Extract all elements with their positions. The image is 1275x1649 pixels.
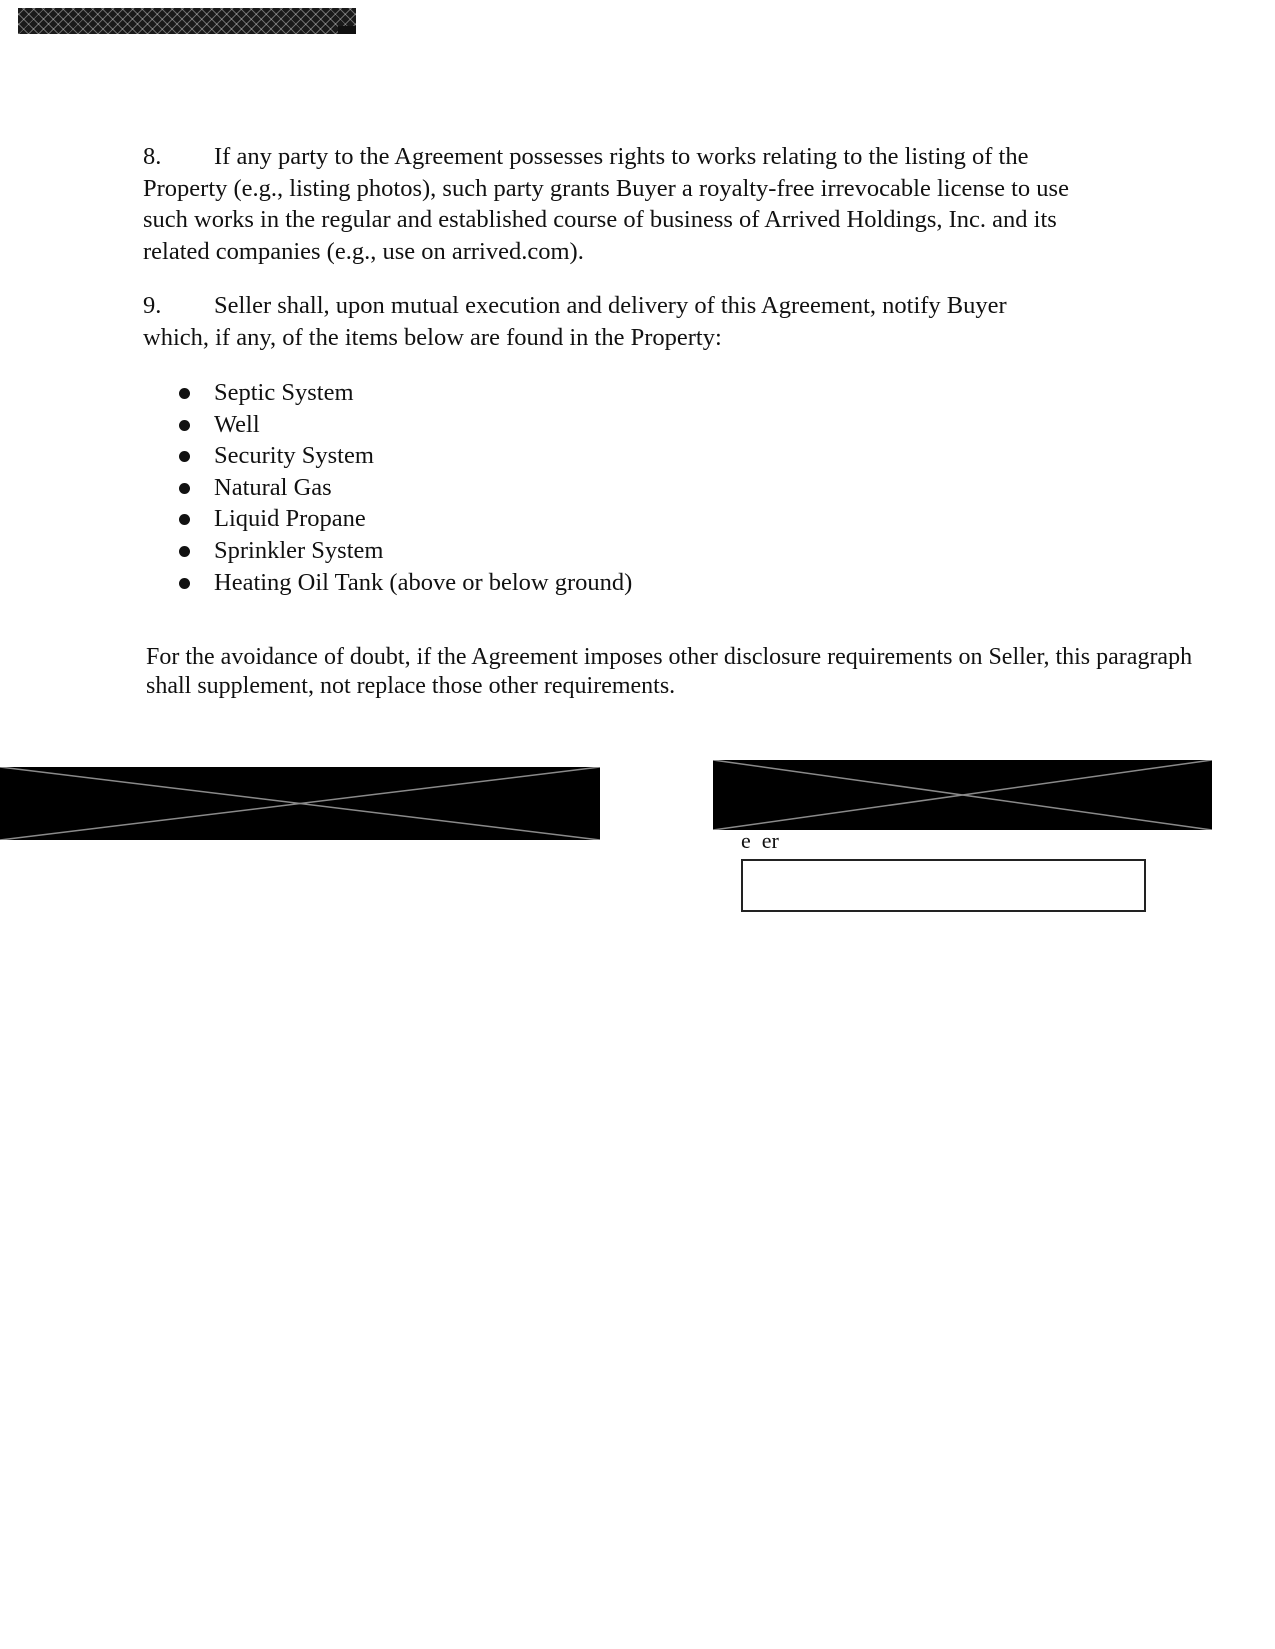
left-signature-redaction: [0, 767, 600, 840]
bullet-icon: [179, 420, 190, 431]
list-item: [175, 409, 632, 441]
list-item-label: Septic System: [214, 379, 354, 406]
list-item-label: Liquid Propane: [214, 505, 366, 533]
bullet-icon: [179, 514, 190, 525]
bullet-icon: [179, 546, 190, 557]
list-item: [175, 567, 632, 599]
paragraph-8-text: If any party to the Agreement possesses rights to works relating to the listing of the Property (e.g., listing photos), such party grants Buyer a royalty-free irrevocable license to use such works in the regular and established course of business of Arrived Holdings, Inc. and its related companies (e.g., use on arrived.com).: [143, 143, 1069, 265]
list-item-label: Well: [214, 410, 260, 438]
list-item: [175, 472, 632, 504]
header-redaction: [18, 8, 356, 34]
list-item-label: Sprinkler System: [214, 536, 384, 564]
list-item-label: Security System: [214, 442, 374, 470]
list-item: [175, 535, 632, 567]
paragraph-9-text: Seller shall, upon mutual execution and delivery of this Agreement, notify Buyer which, if any, of the items below are found in the Property:: [143, 292, 1007, 351]
list-item-label: Heating Oil Tank (above or below ground): [214, 568, 633, 596]
signature-caption: e er: [741, 828, 779, 853]
header-redaction-tab: [338, 26, 356, 34]
redaction-cross-icon: [0, 767, 600, 840]
bullet-icon: [179, 483, 190, 494]
list-item-label: Natural Gas: [214, 473, 332, 501]
right-signature-redaction: [713, 760, 1212, 830]
property-items-list: [175, 377, 632, 598]
paragraph-9-number: 9.: [143, 292, 162, 319]
avoidance-paragraph: For the avoidance of doubt, if the Agreement imposes other disclosure requirements on Seller, this paragraph shall supplement, not replace those other requirements.: [146, 644, 1193, 699]
list-item: [175, 440, 632, 472]
list-item: [175, 377, 632, 409]
signature-field[interactable]: [741, 859, 1146, 912]
paragraph-9: [143, 290, 1073, 353]
bullet-icon: [179, 578, 190, 589]
redaction-cross-icon: [713, 760, 1212, 830]
bullet-icon: [179, 388, 190, 399]
list-item: [175, 503, 632, 535]
bullet-icon: [179, 451, 190, 462]
paragraph-8-number: 8.: [143, 143, 162, 170]
paragraph-8: [143, 141, 1073, 267]
